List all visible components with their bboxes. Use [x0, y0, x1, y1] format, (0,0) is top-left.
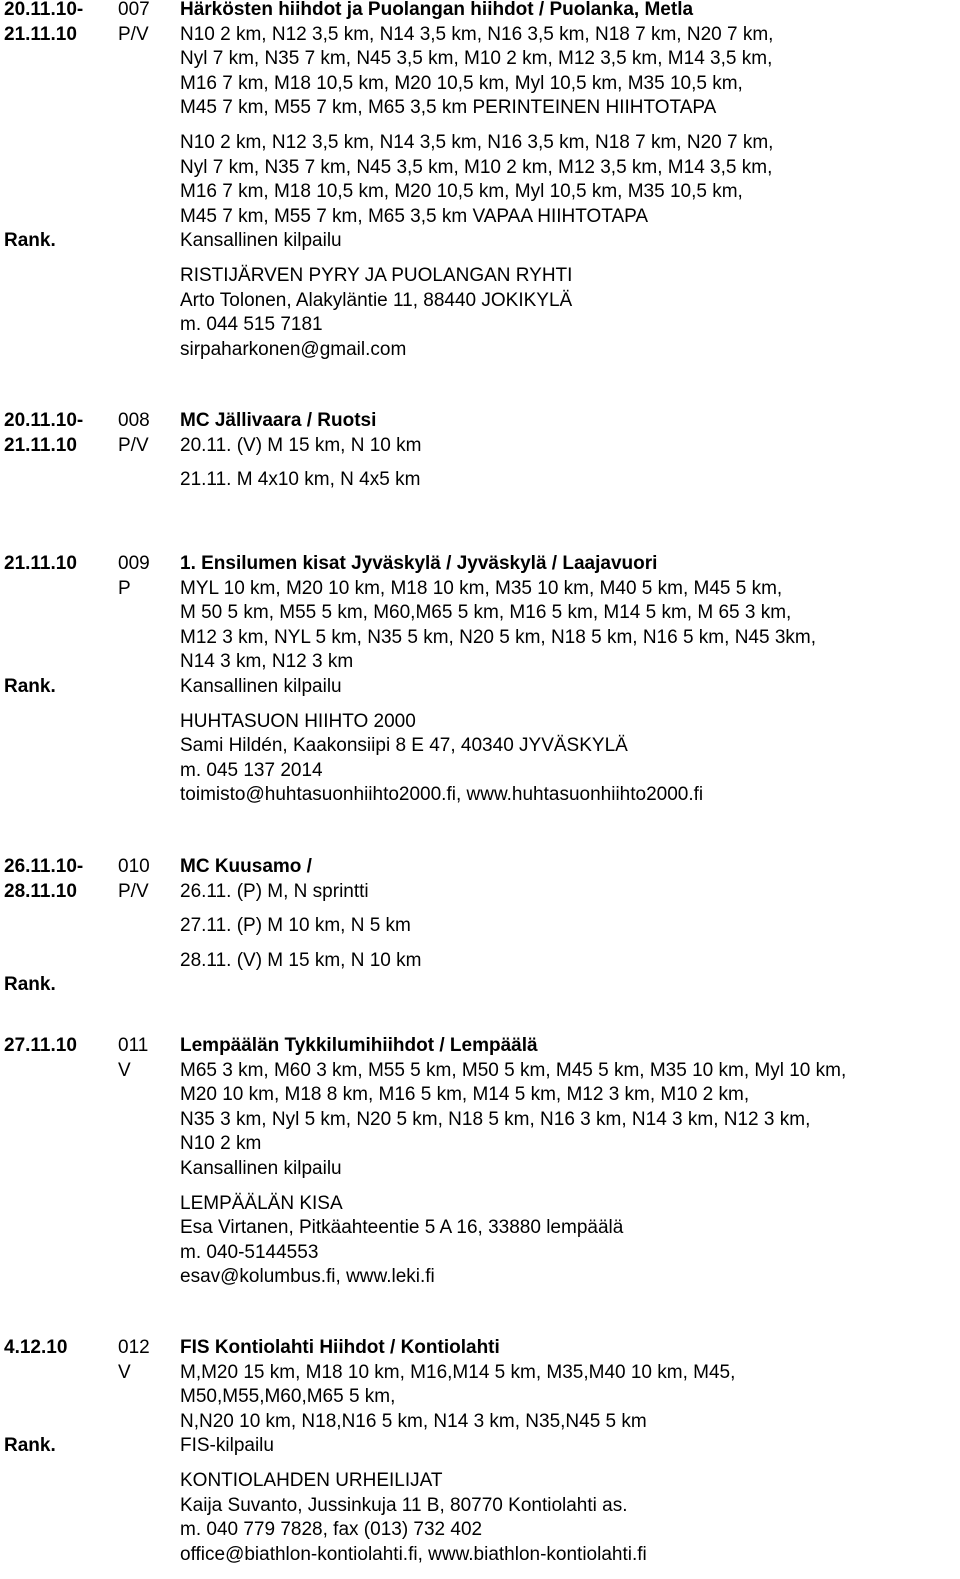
event-style: P/V — [118, 434, 149, 456]
organizer-contact: sirpaharkonen@gmail.com — [180, 338, 407, 360]
organizer-phone: m. 040 779 7828, fax (013) 732 402 — [180, 1519, 483, 1541]
rank-value: Kansallinen kilpailu — [180, 675, 342, 697]
event-date-start: 20.11.10- — [4, 410, 84, 431]
event-number: 007 — [118, 0, 150, 20]
rank-value: FIS-kilpailu — [180, 1435, 274, 1457]
event-distance-line: 20.11. (V) M 15 km, N 10 km — [180, 434, 422, 456]
event-distance-line: N10 2 km, N12 3,5 km, N14 3,5 km, N16 3,5 km, N18 7 km, N20 7 km, — [180, 23, 774, 45]
event-entry-010 — [0, 855, 960, 998]
event-distance-line: M65 3 km, M60 3 km, M55 5 km, M50 5 km, M45 5 km, M35 10 km, Myl 10 km, — [180, 1059, 847, 1081]
organizer-name: KONTIOLAHDEN URHEILIJAT — [180, 1469, 443, 1491]
event-number: 012 — [118, 1337, 150, 1358]
event-date-end: 21.11.10 — [4, 434, 77, 456]
event-distance-line: M16 7 km, M18 10,5 km, M20 10,5 km, Myl 10,5 km, M35 10,5 km, — [180, 181, 743, 203]
organizer-name: HUHTASUON HIIHTO 2000 — [180, 710, 416, 732]
event-distance-line: N,N20 10 km, N18,N16 5 km, N14 3 km, N35,N45 5 km — [180, 1410, 647, 1432]
event-entry-009 — [0, 552, 960, 808]
organizer-name: LEMPÄÄLÄN KISA — [180, 1192, 343, 1214]
event-distance-line: 21.11. M 4x10 km, N 4x5 km — [180, 469, 421, 491]
rank-label: Rank. — [4, 675, 56, 697]
event-distance-line: M50,M55,M60,M65 5 km, — [180, 1386, 396, 1408]
event-style: V — [118, 1361, 131, 1383]
event-style: P — [118, 577, 131, 599]
event-title: Lempäälän Tykkilumihiihdot / Lempäälä — [180, 1035, 538, 1056]
event-distance-line: M45 7 km, M55 7 km, M65 3,5 km PERINTEINEN HIIHTOTAPA — [180, 97, 717, 119]
event-number: 009 — [118, 553, 150, 574]
rank-value: Kansallinen kilpailu — [180, 1157, 342, 1179]
event-title: 1. Ensilumen kisat Jyväskylä / Jyväskylä / Laajavuori — [180, 553, 658, 574]
event-distance-line: MYL 10 km, M20 10 km, M18 10 km, M35 10 km, M40 5 km, M45 5 km, — [180, 577, 783, 599]
event-distance-line: M,M20 15 km, M18 10 km, M16,M14 5 km, M35,M40 10 km, M45, — [180, 1361, 736, 1383]
rank-label: Rank. — [4, 974, 56, 996]
organizer-phone: m. 040-5144553 — [180, 1241, 319, 1263]
organizer-contact: toimisto@huhtasuonhiihto2000.fi, www.huhtasuonhiihto2000.fi — [180, 784, 704, 806]
event-date-start: 20.11.10- — [4, 0, 84, 20]
organizer-phone: m. 045 137 2014 — [180, 759, 323, 781]
rank-value: Kansallinen kilpailu — [180, 230, 342, 252]
event-date-start: 4.12.10 — [4, 1337, 68, 1358]
event-distance-line: M20 10 km, M18 8 km, M16 5 km, M14 5 km, M12 3 km, M10 2 km, — [180, 1084, 750, 1106]
organizer-address: Sami Hildén, Kaakonsiipi 8 E 47, 40340 JYVÄSKYLÄ — [180, 735, 628, 757]
event-distance-line: Nyl 7 km, N35 7 km, N45 3,5 km, M10 2 km, M12 3,5 km, M14 3,5 km, — [180, 48, 773, 70]
organizer-address: Esa Virtanen, Pitkäahteentie 5 A 16, 33880 lempäälä — [180, 1217, 624, 1239]
event-distance-line: N10 2 km — [180, 1133, 262, 1155]
event-title: MC Jällivaara / Ruotsi — [180, 410, 377, 431]
organizer-contact: office@biathlon-kontiolahti.fi, www.biathlon-kontiolahti.fi — [180, 1543, 647, 1565]
event-entry-012 — [0, 1336, 960, 1567]
event-distance-line: 26.11. (P) M, N sprintti — [180, 880, 369, 902]
event-distance-line: M45 7 km, M55 7 km, M65 3,5 km VAPAA HIIHTOTAPA — [180, 205, 649, 227]
event-distance-line: N35 3 km, Nyl 5 km, N20 5 km, N18 5 km, N16 3 km, N14 3 km, N12 3 km, — [180, 1108, 811, 1130]
event-number: 011 — [118, 1035, 149, 1056]
event-distance-line: N14 3 km, N12 3 km — [180, 651, 354, 673]
event-date-start: 27.11.10 — [4, 1035, 77, 1056]
organizer-address: Arto Tolonen, Alakyläntie 11, 88440 JOKIKYLÄ — [180, 289, 573, 311]
event-distance-line: M 50 5 km, M55 5 km, M60,M65 5 km, M16 5 km, M14 5 km, M 65 3 km, — [180, 602, 792, 624]
event-style: P/V — [118, 23, 149, 45]
event-distance-line: 28.11. (V) M 15 km, N 10 km — [180, 949, 422, 971]
event-entry-007 — [0, 0, 960, 362]
event-style: P/V — [118, 880, 149, 902]
event-date-start: 26.11.10- — [4, 856, 84, 877]
event-distance-line: 27.11. (P) M 10 km, N 5 km — [180, 915, 411, 937]
event-entry-011 — [0, 1034, 960, 1290]
organizer-name: RISTIJÄRVEN PYRY JA PUOLANGAN RYHTI — [180, 264, 573, 286]
event-entry-008 — [0, 409, 960, 493]
event-title: Härkösten hiihdot ja Puolangan hiihdot / Puolanka, Metla — [180, 0, 694, 20]
organizer-address: Kaija Suvanto, Jussinkuja 11 B, 80770 Kontiolahti as. — [180, 1494, 628, 1516]
organizer-phone: m. 044 515 7181 — [180, 314, 323, 336]
event-date-start: 21.11.10 — [4, 553, 77, 574]
rank-label: Rank. — [4, 230, 56, 252]
organizer-contact: esav@kolumbus.fi, www.leki.fi — [180, 1266, 435, 1288]
event-distance-line: M12 3 km, NYL 5 km, N35 5 km, N20 5 km, N18 5 km, N16 5 km, N45 3km, — [180, 626, 816, 648]
event-title: FIS Kontiolahti Hiihdot / Kontiolahti — [180, 1337, 500, 1358]
event-date-end: 21.11.10 — [4, 23, 77, 45]
event-distance-line: Nyl 7 km, N35 7 km, N45 3,5 km, M10 2 km, M12 3,5 km, M14 3,5 km, — [180, 156, 773, 178]
event-title: MC Kuusamo / — [180, 856, 312, 877]
event-date-end: 28.11.10 — [4, 880, 77, 902]
event-distance-line: M16 7 km, M18 10,5 km, M20 10,5 km, Myl 10,5 km, M35 10,5 km, — [180, 72, 743, 94]
rank-label: Rank. — [4, 1435, 56, 1457]
event-number: 010 — [118, 856, 150, 877]
event-style: V — [118, 1059, 131, 1081]
event-number: 008 — [118, 410, 150, 431]
event-distance-line: N10 2 km, N12 3,5 km, N14 3,5 km, N16 3,5 km, N18 7 km, N20 7 km, — [180, 131, 774, 153]
